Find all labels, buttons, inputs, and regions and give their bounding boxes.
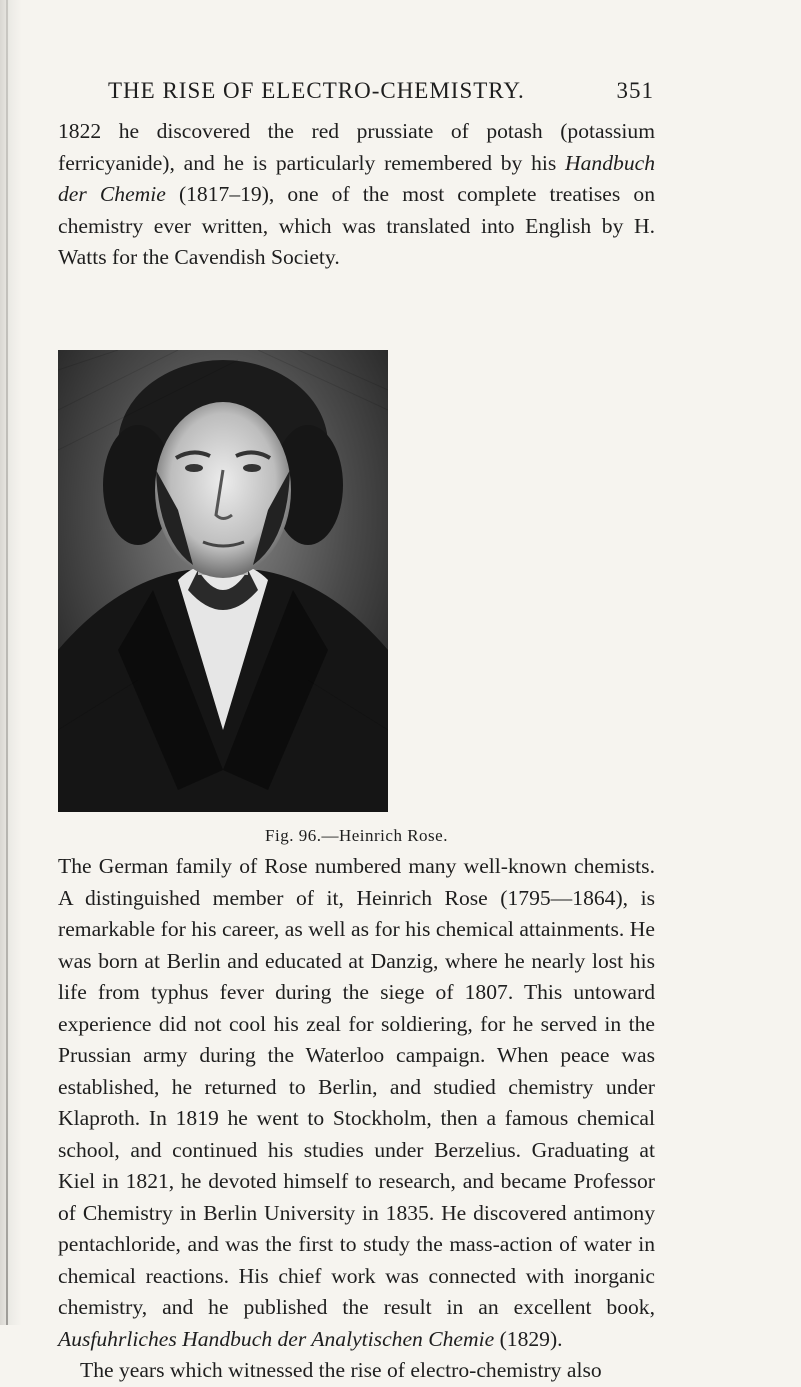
portrait-image <box>58 350 388 812</box>
paragraph-1-text-a: 1822 he discovered the red prussiate of potash (potassium ferricyanide), and he is particularly remembered by his <box>58 119 655 175</box>
paragraph-1 <box>58 116 655 274</box>
body-text <box>58 116 655 1387</box>
portrait-engraving-icon <box>58 350 388 812</box>
book-title-handbuch: Handbuch der Chemie <box>58 150 655 206</box>
running-title: THE RISE OF ELECTRO-CHEMISTRY. <box>108 78 525 103</box>
page-header <box>108 78 654 104</box>
figure-caption: Fig. 96.—Heinrich Rose. <box>265 825 448 845</box>
paragraph-1-text-b: (1817–19), one of the most complete treatises on chemistry ever written, which was translated into English by H. Watts for the Cavendish Society. <box>58 182 655 269</box>
page-gutter <box>0 0 22 1325</box>
paragraph-2-text-b: (1829). <box>494 1326 563 1351</box>
gutter-line <box>6 0 8 1325</box>
paragraph-3: The years which witnessed the rise of electro-chemistry also <box>80 1358 602 1382</box>
book-title-ausfuhrliches: Ausfuhrliches Handbuch der Analytischen Chemie <box>58 1326 495 1351</box>
paragraph-2-text-a: The German family of Rose numbered many well-known chemists. A distinguished member of it, Heinrich Rose (1795—1864), is remarkable for his career, as well as for his chemical attainments. He was born at Berlin and educated at Danzig, where he nearly lost his life from typhus fever during the siege of 1807. This untoward experience did not cool his zeal for soldiering, for he served in the Prussian army during the Waterloo campaign. When peace was established, he returned to Berlin, and studied chemistry under Klaproth. In 1819 he went to Stockholm, then a famous chemical school, and continued his studies under Berzelius. Graduating at Kiel in 1821, he devoted himself to research, and became Professor of Chemistry in Berlin University in 1835. He discovered antimony pentachloride, and was the first to study the mass-action of water in chemical reactions. His chief work was connected with inorganic chemistry, and he published the result in an excellent book, <box>58 854 655 1319</box>
page-number: 351 <box>616 78 654 103</box>
